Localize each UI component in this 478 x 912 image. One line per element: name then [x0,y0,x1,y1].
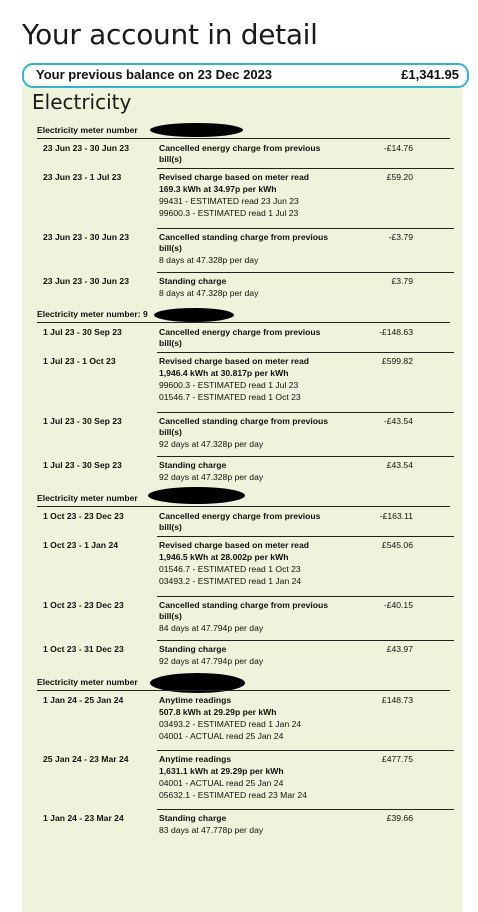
meter-number-label: Electricity meter number [37,125,138,135]
charge-date-range: 23 Jun 23 - 30 Jun 23 [43,143,129,153]
previous-balance-amount: £1,341.95 [401,67,459,82]
charge-detail: 99600.3 - ESTIMATED read 1 Jul 23 [159,208,299,218]
row-divider [157,596,454,597]
row-divider [157,272,454,273]
charge-detail: 99600.3 - ESTIMATED read 1 Jul 23 [159,380,299,390]
meter-header-divider [37,322,450,323]
charge-detail: 8 days at 47.328p per day [159,288,259,298]
charge-detail: 92 days at 47.328p per day [159,472,264,482]
charge-detail: 83 days at 47.778p per day [159,825,264,835]
page-title: Your account in detail [22,18,318,51]
charge-description: Cancelled energy charge from previous bill(s) [159,143,321,164]
charge-description: Revised charge based on meter read [159,540,309,550]
charge-date-range: 1 Oct 23 - 31 Dec 23 [43,644,124,654]
charge-description: Standing charge [159,460,227,470]
charge-date-range: 23 Jun 23 - 1 Jul 23 [43,172,122,182]
charge-amount: -£3.79 [388,232,413,242]
charge-detail: 03493.2 - ESTIMATED read 1 Jan 24 [159,576,302,586]
charge-rate: 1,946.5 kWh at 28.002p per kWh [159,552,289,562]
charge-amount: -£40.15 [383,600,413,610]
charge-detail: 03493.2 - ESTIMATED read 1 Jan 24 [159,719,302,729]
charge-description: Cancelled standing charge from previous bill(s) [159,416,329,437]
row-divider [157,412,454,413]
charge-amount: £59.20 [386,172,413,182]
previous-balance-label: Your previous balance on 23 Dec 2023 [36,67,273,82]
charge-detail: 8 days at 47.328p per day [159,255,259,265]
charge-detail: 05632.1 - ESTIMATED read 23 Mar 24 [159,790,307,800]
charge-date-range: 1 Oct 23 - 23 Dec 23 [43,511,124,521]
charge-date-range: 1 Oct 23 - 1 Jan 24 [43,540,118,550]
charge-rate: 507.8 kWh at 29.29p per kWh [159,707,277,717]
meter-number-label: Electricity meter number [37,493,138,503]
charge-description: Cancelled energy charge from previous bill(s) [159,327,321,348]
charge-description: Cancelled energy charge from previous bill(s) [159,511,321,532]
row-divider [157,640,454,641]
row-divider [157,352,454,353]
row-divider [157,168,454,169]
charge-detail: 92 days at 47.328p per day [159,439,264,449]
charge-amount: £39.66 [386,813,413,823]
charge-date-range: 23 Jun 23 - 30 Jun 23 [43,276,129,286]
charge-detail: 01546.7 - ESTIMATED read 1 Oct 23 [159,392,301,402]
row-divider [157,809,454,810]
redaction-mark [148,487,245,504]
charge-date-range: 23 Jun 23 - 30 Jun 23 [43,232,129,242]
previous-balance-box [22,63,469,88]
charge-description: Anytime readings [159,754,232,764]
charge-detail: 92 days at 47.794p per day [159,656,264,666]
charge-rate: 1,946.4 kWh at 30.817p per kWh [159,368,289,378]
charge-date-range: 1 Oct 23 - 23 Dec 23 [43,600,124,610]
meter-header-divider [37,138,450,139]
charge-detail: 84 days at 47.794p per day [159,623,264,633]
row-divider [157,228,454,229]
charge-amount: £43.97 [386,644,413,654]
charge-date-range: 1 Jul 23 - 30 Sep 23 [43,327,122,337]
redaction-mark [154,308,234,322]
charge-detail: 01546.7 - ESTIMATED read 1 Oct 23 [159,564,301,574]
charge-date-range: 1 Jul 23 - 1 Oct 23 [43,356,116,366]
charge-date-range: 1 Jan 24 - 25 Jan 24 [43,695,124,705]
meter-number-label: Electricity meter number: 9 [37,309,148,319]
charge-amount: £43.54 [386,460,413,470]
charge-amount: £148.73 [381,695,413,705]
charge-amount: -£14.76 [383,143,413,153]
charge-rate: 1,631.1 kWh at 29.29p per kWh [159,766,284,776]
charge-detail: 99431 - ESTIMATED read 23 Jun 23 [159,196,299,206]
meter-header-divider [37,690,450,691]
charge-detail: 04001 - ACTUAL read 25 Jan 24 [159,778,284,788]
charge-description: Standing charge [159,813,227,823]
meter-header-divider [37,506,450,507]
charge-description: Cancelled standing charge from previous bill(s) [159,232,329,253]
charge-date-range: 1 Jul 23 - 30 Sep 23 [43,416,122,426]
charge-description: Anytime readings [159,695,232,705]
charge-amount: -£148.63 [379,327,413,337]
redaction-mark [150,123,243,137]
charge-amount: £477.75 [381,754,413,764]
row-divider [157,536,454,537]
charge-rate: 169.3 kWh at 34.97p per kWh [159,184,277,194]
meter-number-label: Electricity meter number [37,677,138,687]
row-divider [157,750,454,751]
charge-description: Cancelled standing charge from previous bill(s) [159,600,329,621]
row-divider [157,456,454,457]
charge-description: Revised charge based on meter read [159,172,309,182]
charge-amount: £3.79 [391,276,413,286]
charge-amount: -£43.54 [383,416,413,426]
section-title-electricity: Electricity [32,90,132,114]
charge-date-range: 25 Jan 24 - 23 Mar 24 [43,754,129,764]
charge-description: Standing charge [159,644,227,654]
charge-amount: £599.82 [381,356,413,366]
charge-amount: £545.06 [381,540,413,550]
charge-description: Revised charge based on meter read [159,356,309,366]
charge-description: Standing charge [159,276,227,286]
charge-amount: -£163.11 [379,511,413,521]
charge-detail: 04001 - ACTUAL read 25 Jan 24 [159,731,284,741]
charge-date-range: 1 Jul 23 - 30 Sep 23 [43,460,122,470]
charge-date-range: 1 Jan 24 - 23 Mar 24 [43,813,124,823]
